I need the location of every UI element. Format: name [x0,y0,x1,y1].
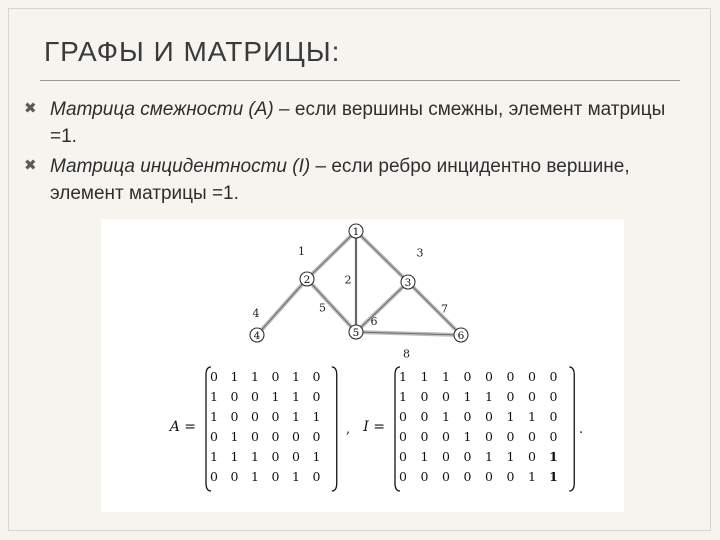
matrix-i-cell: 0 [549,429,558,444]
matrix-a-cell: 1 [292,389,300,404]
matrix-i-cell: 1 [485,449,493,464]
bullet-term: Матрица инцидентности (I) [50,156,311,177]
matrix-a-cell: 0 [271,429,280,444]
matrix-a-cell: 0 [312,429,321,444]
matrix-a-cell: 1 [210,409,218,424]
matrix-a-cell: 1 [292,369,300,384]
matrix-i-cell: 0 [399,449,407,464]
matrix-i-cell: 0 [420,429,429,444]
matrix-a-label: A = [169,419,196,435]
graph-edge-core-1 [307,231,356,279]
graph-edge-core-6 [356,282,408,332]
graph-figure-svg [101,219,624,512]
bullet-text: – если вершины смежны, элемент матрицы =1. [50,99,666,147]
graph-vertex-label: 5 [352,327,360,339]
graph-edge-label: 2 [344,273,352,287]
matrix-i-cell: 0 [485,369,493,384]
title-underline [40,80,680,81]
matrices [168,367,583,491]
matrix-a-cell: 1 [312,409,321,424]
matrix-i-cell: 1 [420,369,429,384]
graph-matrix-figure [101,219,624,512]
matrix-i-cell: 0 [528,449,536,464]
bullet-list [24,96,684,210]
matrix-i-cell: 1 [442,409,450,424]
matrix-a-right-bracket [332,367,337,491]
graph-edge-core-4 [257,279,307,335]
matrix-i-cell: 0 [463,369,472,384]
graph-vertex-label: 1 [352,226,360,238]
matrix-i-cell: 0 [463,409,472,424]
matrix-a-cell: 1 [251,469,259,484]
matrix-a-cell: 0 [292,449,300,464]
matrix-i-cell: 0 [506,429,515,444]
matrix-a-cell: 1 [230,449,239,464]
graph-vertex-label: 2 [303,274,311,286]
matrix-a-cell: 0 [251,429,259,444]
matrix-a-cell: 1 [251,369,259,384]
matrix-i-cell: 1 [528,469,536,484]
graph-diagram [250,224,468,361]
matrix-i-right-bracket [569,367,574,491]
matrix-a-cell: 0 [271,369,280,384]
matrix-a-cell: 1 [271,389,280,404]
matrix-i-cell: 0 [442,469,450,484]
matrix-i-cell: 0 [463,449,472,464]
graph-edge-label: 4 [252,307,260,320]
matrix-terminator: . [579,422,584,437]
matrix-a-cell: 0 [271,449,280,464]
matrix-i-cell: 0 [528,429,536,444]
matrix-a-cell: 0 [292,429,300,444]
matrix-i-cell: 0 [399,469,407,484]
matrix-i-cell: 0 [506,389,515,404]
graph-edge-core-3 [356,231,408,282]
matrix-i-cell: 1 [549,469,558,484]
matrix-a-cell: 0 [230,409,239,424]
matrix-i-cell: 0 [549,409,558,424]
matrix-i-cell: 1 [463,429,472,444]
matrix-i-cell: 0 [420,389,429,404]
bullet-incidence [24,153,684,207]
graph-edge-label: 7 [441,302,448,316]
matrix-a-cell: 1 [292,409,300,424]
bullet-text: – если ребро инцидентно вершине, элемент матрицы =1. [50,156,630,204]
matrix-i-cell: 0 [549,369,558,384]
graph-vertex-label: 3 [404,277,412,289]
matrix-i-cell: 0 [442,389,450,404]
matrix-a-cell: 1 [251,449,259,464]
matrix-a-cell: 1 [230,369,239,384]
matrix-a-cell: 1 [312,449,321,464]
matrix-a-cell: 0 [230,469,239,484]
matrix-i-cell: 1 [528,409,536,424]
graph-edge-core-7 [408,282,461,335]
matrix-i-cell: 0 [485,409,493,424]
matrix-a-cell: 1 [230,429,239,444]
x-mark-icon: ✖ [24,157,37,174]
matrix-i-cell: 0 [528,389,536,404]
matrix-a-cell: 1 [210,389,218,404]
matrix-a-cell: 0 [312,369,321,384]
graph-edge-label: 6 [370,315,378,328]
graph-edge-label: 5 [319,301,326,315]
graph-edge-core-5 [307,279,356,332]
matrix-i-cell: 1 [506,409,515,424]
matrix-i-cell: 0 [463,469,472,484]
matrix-i-cell: 0 [420,409,429,424]
matrix-i-cell: 0 [442,429,450,444]
graph-edge-label: 8 [403,347,410,361]
matrix-i-cell: 1 [506,449,515,464]
matrix-i-cell: 1 [399,389,407,404]
matrix-i-cell: 0 [506,469,515,484]
matrix-a-cell: 0 [210,369,218,384]
matrix-a-cell: 0 [251,389,259,404]
matrix-i-label: I = [363,419,385,435]
matrix-a-cell: 0 [312,469,321,484]
graph-vertex-label: 4 [253,330,261,342]
matrix-i-cell: 1 [420,449,429,464]
matrix-a-cell: 1 [292,469,300,484]
matrix-a-cell: 0 [230,389,239,404]
matrix-i-cell: 1 [485,389,493,404]
matrix-a-cell: 0 [312,389,321,404]
x-mark-icon: ✖ [24,100,37,117]
matrix-a-cell: 0 [210,429,218,444]
graph-edge-label: 3 [416,246,424,260]
matrix-i-cell: 0 [399,409,407,424]
matrix-a-cell: 1 [210,449,218,464]
matrix-i-cell: 0 [420,469,429,484]
matrix-i-cell: 0 [442,449,450,464]
matrix-i-cell: 1 [549,449,558,464]
matrix-i-cell: 0 [485,429,493,444]
matrix-i-cell: 1 [463,389,472,404]
matrix-a-cell: 0 [251,409,259,424]
matrix-separator: , [346,422,351,437]
slide-title: ГРАФЫ И МАТРИЦЫ: [44,36,341,67]
graph-edge-label: 1 [298,245,305,258]
matrix-i-cell: 0 [528,369,536,384]
matrix-a-cell: 0 [271,409,280,424]
matrix-i-cell: 1 [399,369,407,384]
matrix-i-cell: 1 [442,369,450,384]
matrix-i-cell: 0 [549,389,558,404]
matrix-i-cell: 0 [399,429,407,444]
matrix-i-cell: 0 [506,369,515,384]
bullet-adjacency [24,96,684,150]
matrix-a-cell: 0 [271,469,280,484]
matrix-i-cell: 0 [485,469,493,484]
graph-vertex-label: 6 [457,330,465,342]
bullet-term: Матрица смежности (A) [50,99,274,120]
matrix-a-cell: 0 [210,469,218,484]
